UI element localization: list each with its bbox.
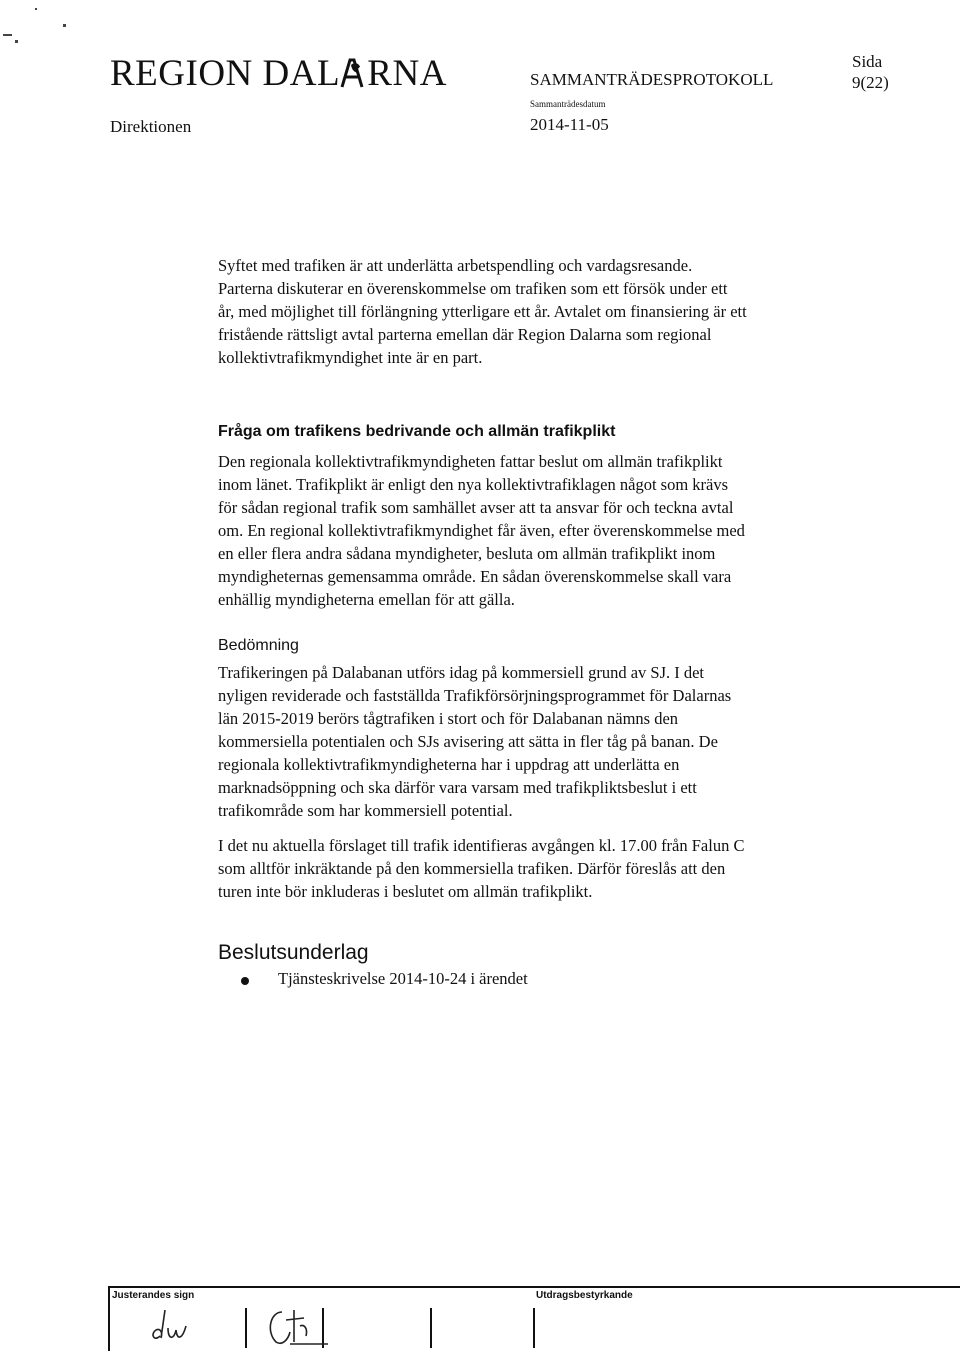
logo-horse-icon — [339, 57, 365, 89]
signature-table — [108, 1286, 960, 1351]
text-line: om. En regional kollektivtrafikmyndighet får även, efter överenskommelse med — [218, 521, 745, 540]
bullet-item: Tjänsteskrivelse 2014-10-24 i ärendet — [278, 969, 528, 988]
logo-mark — [340, 52, 367, 95]
footer-divider — [108, 1286, 110, 1351]
sign-label: Justerandes sign — [112, 1290, 195, 1301]
bullet-icon — [241, 977, 249, 985]
intro-paragraph — [218, 254, 828, 369]
trafikplikt-paragraph — [218, 450, 828, 611]
signature-initials-1 — [146, 1306, 206, 1350]
footer-rule — [108, 1286, 960, 1288]
text-line: en eller flera andra sådana myndigheter, besluta om allmän trafikplikt inom — [218, 544, 716, 563]
text-line: enhällig myndigheterna emellan för att gälla. — [218, 590, 515, 609]
section-heading-bedomning: Bedömning — [218, 637, 299, 654]
department-name: Direktionen — [110, 117, 192, 136]
text-line: kollektivtrafikmyndighet inte är en part. — [218, 348, 483, 367]
text-line: kommersiella potentialen och SJs avisering att sätta in fler tåg på banan. De — [218, 732, 718, 751]
scan-artifact — [15, 40, 18, 43]
signature-divider — [533, 1308, 535, 1348]
section-heading-trafikplikt: Fråga om trafikens bedrivande och allmän trafikplikt — [218, 423, 616, 440]
scan-artifact — [35, 8, 37, 10]
text-line: fristående rättsligt avtal parterna emellan där Region Dalarna som regional — [218, 325, 712, 344]
text-line: I det nu aktuella förslaget till trafik identifieras avgången kl. 17.00 från Falun C — [218, 836, 745, 855]
text-line: år, med möjlighet till förlängning ytterligare ett år. Avtalet om finansiering är ett — [218, 302, 747, 321]
text-line: för sådan regional trafik som samhället avser att ta ansvar för och teckna avtal — [218, 498, 734, 517]
signature-initials-2 — [260, 1302, 340, 1350]
document-type: SAMMANTRÄDESPROTOKOLL — [530, 70, 774, 89]
page-number: 9(22) — [852, 73, 889, 92]
text-line: som alltför inkräktande på den kommersiella trafiken. Därför föreslås att den — [218, 859, 726, 878]
page-label: Sida — [852, 52, 883, 71]
text-line: trafikområde som har kommersiell potential. — [218, 801, 513, 820]
section-heading-beslutsunderlag: Beslutsunderlag — [218, 941, 369, 964]
text-line: inom länet. Trafikplikt är enligt den nya kollektivtrafiklagen något som krävs — [218, 475, 729, 494]
organization-logo — [110, 52, 447, 95]
text-line: Parterna diskuterar en överenskommelse om trafiken som ett försök under ett — [218, 279, 728, 298]
signature-divider — [430, 1308, 432, 1348]
logo-text-end: RNA — [367, 53, 447, 94]
certified-label: Utdragsbestyrkande — [536, 1290, 633, 1301]
forslag-paragraph — [218, 834, 828, 903]
text-line: turen inte bör inkluderas i beslutet om allmän trafikplikt. — [218, 882, 593, 901]
text-line: nyligen reviderade och fastställda Trafikförsörjningsprogrammet för Dalarnas — [218, 686, 732, 705]
text-line: Trafikeringen på Dalabanan utförs idag på kommersiell grund av SJ. I det — [218, 663, 705, 682]
scan-artifact — [63, 24, 66, 27]
text-line: Syftet med trafiken är att underlätta arbetspendling och vardagsresande. — [218, 256, 693, 275]
text-line: marknadsöppning och ska därför vara varsam med trafikpliktsbeslut i ett — [218, 778, 697, 797]
signature-divider — [245, 1308, 247, 1348]
text-line: myndigheternas gemensamma område. En sådan överenskommelse skall vara — [218, 567, 732, 586]
text-line: Den regionala kollektivtrafikmyndigheten fattar beslut om allmän trafikplikt — [218, 452, 723, 471]
bedomning-paragraph — [218, 661, 828, 822]
meeting-date: 2014-11-05 — [530, 115, 609, 134]
meeting-date-label: Sammanträdesdatum — [530, 99, 606, 109]
text-line: län 2015-2019 berörs tågtrafiken i stort och för Dalabanan nämns den — [218, 709, 679, 728]
text-line: regionala kollektivtrafikmyndigheterna har i uppdrag att underlätta en — [218, 755, 680, 774]
logo-text-start: REGION DAL — [110, 53, 341, 94]
scan-artifact — [3, 34, 12, 36]
